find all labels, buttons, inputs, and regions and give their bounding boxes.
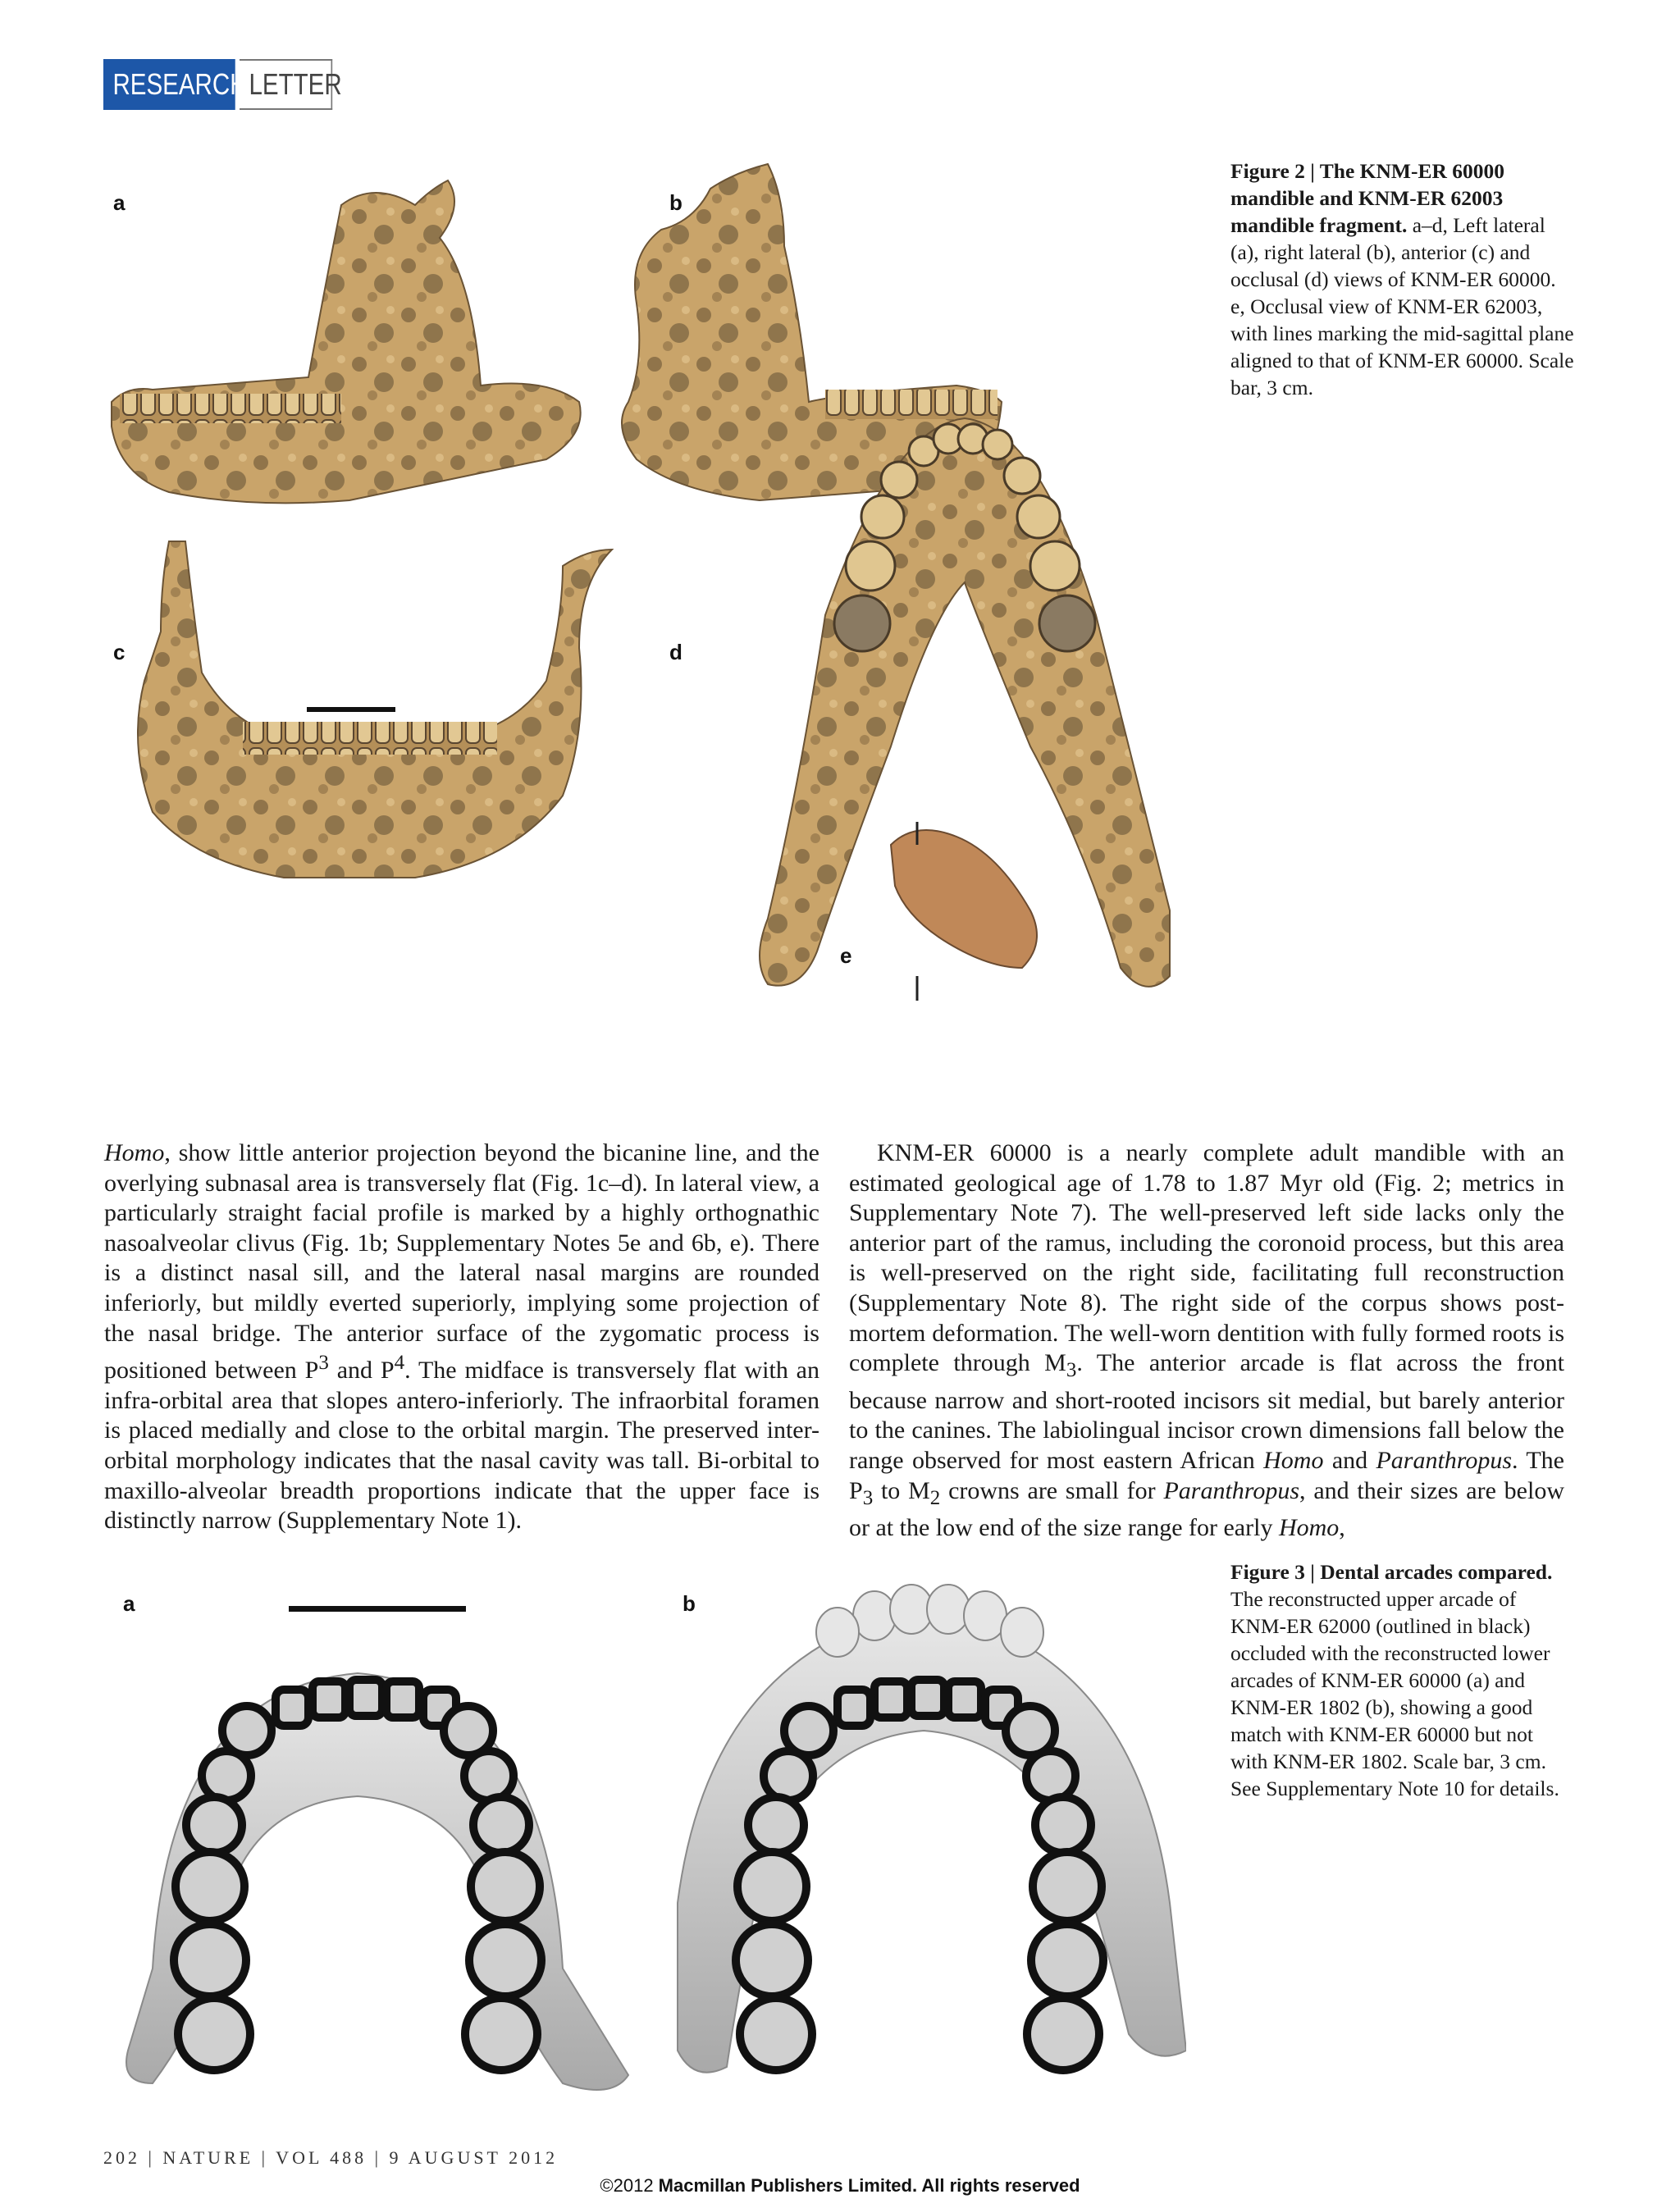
text-column-left	[104, 1138, 819, 1536]
figure-2-panel-a-label: a	[113, 190, 126, 215]
figure-3-scale-bar	[289, 1606, 466, 1612]
right-sub-2: 3	[862, 1486, 874, 1509]
figure-3-image	[103, 1558, 1186, 2133]
figure-2-panel-b-label: b	[669, 190, 682, 215]
right-text-3: and	[1323, 1446, 1376, 1474]
taxon-homo: Homo	[104, 1139, 165, 1166]
section-label: RESEARCH	[103, 59, 235, 110]
figure-3-caption-body: The reconstructed upper arcade of KNM-ER 62000 (outlined in black) occluded with the reconstructed lower arcades of KNM-ER 60000 (a) and KNM-ER 1802 (b), showing a good match with KNM-ER 60000 but not with KNM-ER 1802. Scale bar, 3 cm. See Supplementary Note 10 for details.	[1230, 1587, 1559, 1800]
left-sup-2: 4	[394, 1352, 405, 1375]
copyright-line	[0, 2175, 1680, 2197]
figure-2-panel-e-label: e	[840, 943, 852, 968]
right-text-1: KNM-ER 60000 is a nearly complete adult mandible with an estimated geological age of 1.78 to 1.87 Myr old (Fig. 2; metrics in Supplementary Note 7). The well-preserved left side lacks only the anterior part of the ramus, including the coronoid process, but this area is well-preserved on the right side, facilitating full reconstruction (Supplementary Note 8). The right side of the corpus shows post-mortem deformation. The well-worn dentition with fully formed roots is complete through M	[849, 1139, 1564, 1377]
copyright-year: ©2012	[600, 2175, 654, 2196]
right-sub-1: 3	[1066, 1359, 1077, 1382]
right-sub-3: 2	[929, 1486, 941, 1509]
mandible-fragment-ER-62003	[891, 830, 1037, 968]
figure-3-caption	[1230, 1558, 1575, 1802]
right-text-8: ,	[1339, 1514, 1345, 1542]
taxon-paranthropus-1: Paranthropus	[1376, 1446, 1513, 1474]
figure-2-panel-d-label: d	[669, 640, 682, 664]
figure-2-caption-body: a–d, Left lateral (a), right lateral (b), anterior (c) and occlusal (d) views of KNM-ER 60000. e, Occlusal view of KNM-ER 62003, with lines marking the mid-sagittal plane aligned to that of KNM-ER 60000. Scale bar, 3 cm.	[1230, 213, 1574, 399]
upper-arcade-outline-b	[736, 1680, 1103, 2070]
figure-3-panel-b-label: b	[682, 1591, 696, 1616]
right-text-7: , and their sizes are below or at the low end of the size range for early	[849, 1476, 1564, 1542]
right-text-6: crowns are small for	[940, 1476, 1164, 1504]
section-header	[103, 59, 353, 110]
right-text-2: . The anterior arcade is flat across the front because narrow and short-rooted incisors sit medial, but barely anterior to the canines. The labiolingual incisor crown dimensions fall below the range observed for most eastern African	[849, 1349, 1565, 1474]
left-text-2: and P	[328, 1357, 395, 1385]
mandible-left-lateral	[112, 180, 581, 503]
text-column-right	[849, 1138, 1564, 1544]
right-text-4: . The P	[849, 1446, 1564, 1504]
taxon-paranthropus-2: Paranthropus	[1163, 1476, 1300, 1504]
right-text-5: to M	[873, 1476, 930, 1504]
figure-3	[103, 1558, 1186, 2133]
taxon-homo-2: Homo	[1278, 1514, 1340, 1542]
left-text-1: , show little anterior projection beyond the bicanine line, and the overlying subnasal area is transversely flat (Fig. 1c–d). In lateral view, a particularly straight facial profile is marked by a highly orthognathic nasoalveolar clivus (Fig. 1b; Supplementary Notes 5e and 6b, e). There is a distinct nasal sill, and the lateral nasal margins are rounded inferiorly, but mildly everted superiorly, implying some projection of the nasal bridge. The anterior surface of the zygomatic process is positioned between P	[104, 1139, 819, 1385]
figure-2-caption	[1230, 157, 1575, 401]
figure-2	[103, 156, 1186, 1083]
left-text-3: . The midface is transversely flat with an infra-orbital area that slopes antero-inferiorly. The infraorbital foramen is placed medially and close to the orbital margin. The preserved inter-orbital morphology indicates that the nasal cavity was tall. Bi-orbital to maxillo-alveolar breadth proportions indicate that the upper face is distinctly narrow (Supplementary Note 1).	[104, 1357, 819, 1535]
figure-3-panel-a-label: a	[123, 1591, 135, 1616]
copyright-text: Macmillan Publishers Limited. All rights reserved	[653, 2175, 1080, 2196]
page-folio: 202 | NATURE | VOL 488 | 9 AUGUST 2012	[103, 2147, 559, 2168]
figure-2-panel-c-label: c	[113, 640, 126, 664]
figure-2-scale-bar	[307, 707, 395, 712]
taxon-homo-1: Homo	[1263, 1446, 1324, 1474]
left-sup-1: 3	[318, 1352, 329, 1375]
figure-2-caption-title: Figure 2 | The KNM-ER 60000 mandible and KNM-ER 62003 mandible fragment.	[1230, 159, 1505, 237]
figure-2-image	[103, 156, 1186, 1083]
article-type-label: LETTER	[240, 59, 332, 110]
figure-3-caption-title: Figure 3 | Dental arcades compared.	[1230, 1560, 1553, 1584]
